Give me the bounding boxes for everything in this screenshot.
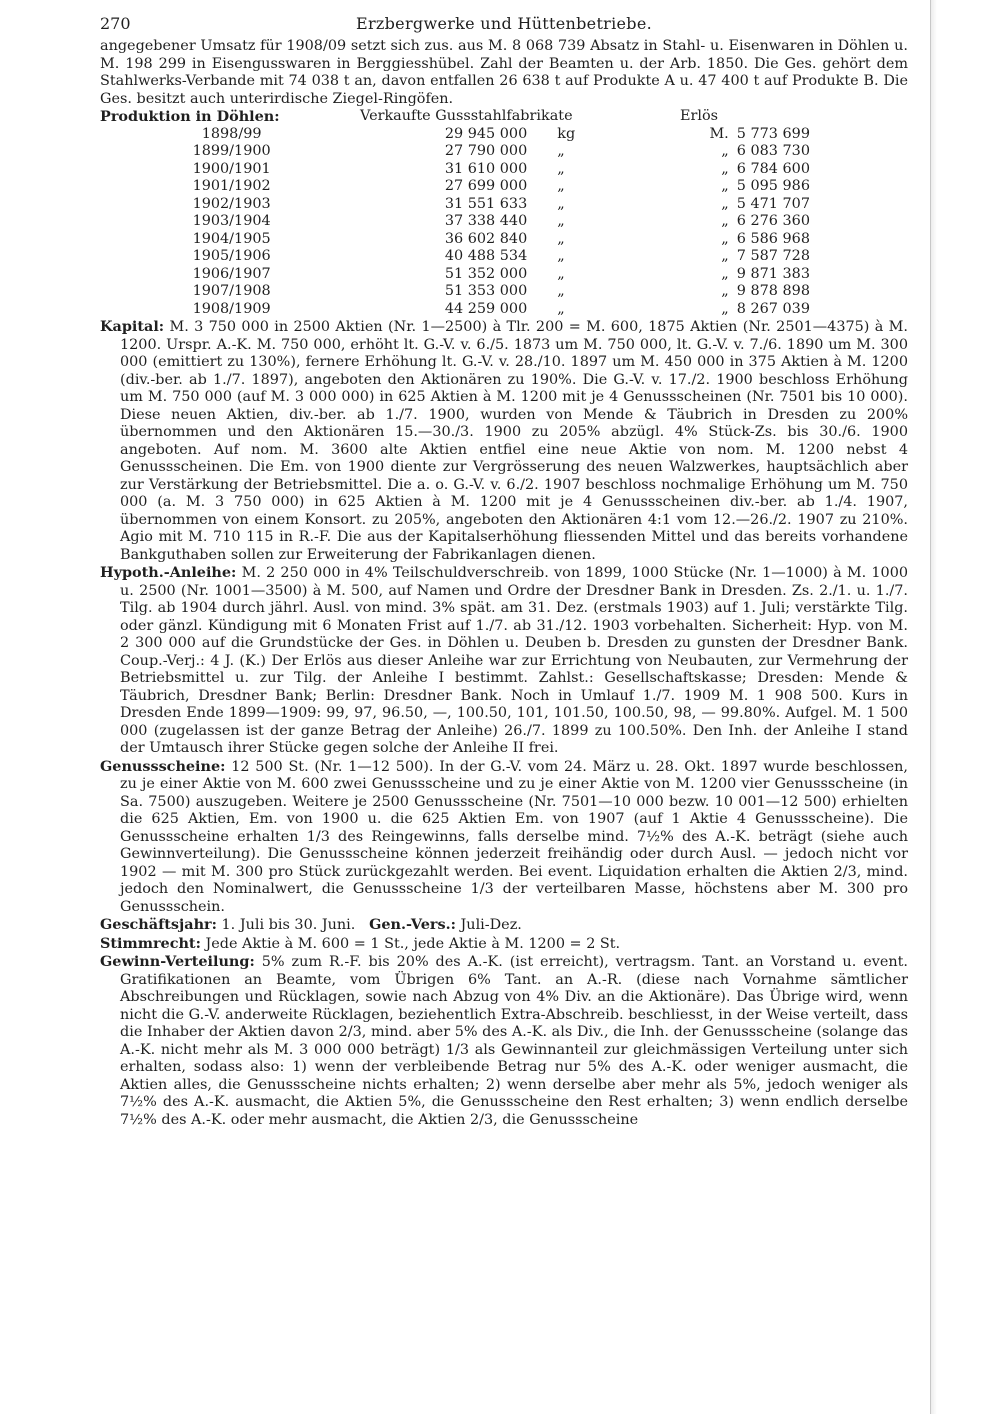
production-revenue-value: 9 878 898 — [736, 283, 810, 299]
production-revenue — [615, 231, 830, 249]
production-quantity: 44 259 000 — [444, 300, 528, 317]
intro-paragraph: angegebener Umsatz für 1908/09 setzt sich zus. aus M. 8 068 739 Absatz in Stahl- u. Eisenwaren in Döhlen u. M. 198 299 in Eisengusswaren in Berggiesshübel. Zahl der Beamten u. der Arb. 1850. Die Ges. gehört dem Stahlwerks-Verbande mit 74 038 t an, davon entfallen 26 638 t auf Produkte A u. 47 400 t auf Produkte B. Die Ges. besitzt auch unterirdische Ziegel-Ringöfen. — [100, 38, 908, 107]
gj-label: Geschäftsjahr: — [100, 916, 217, 933]
production-revenue — [615, 161, 830, 179]
page-number: 270 — [100, 14, 131, 33]
production-year: 1902/1903 — [192, 195, 271, 212]
gewinn-section — [100, 953, 908, 1129]
production-revenue — [615, 178, 830, 196]
gv-label: Gen.-Vers.: — [369, 916, 456, 933]
production-heading: Produktion in Döhlen: — [100, 108, 280, 125]
stimm-text: Jede Aktie à M. 600 = 1 St., jede Aktie à M. 1200 = 2 St. — [205, 935, 621, 952]
production-quantity: 29 945 000 — [444, 125, 528, 142]
document-page — [100, 10, 908, 1129]
production-row — [130, 196, 830, 214]
production-year: 1907/1908 — [192, 283, 271, 299]
production-unit: „ — [557, 213, 565, 229]
production-row — [130, 143, 830, 161]
production-revenue-value: 5 773 699 — [736, 125, 810, 142]
production-quantity: 31 610 000 — [444, 160, 528, 177]
production-unit: „ — [557, 230, 565, 247]
scan-edge — [930, 0, 1000, 1414]
production-unit: „ — [557, 160, 565, 177]
production-row — [130, 231, 830, 249]
page-header — [100, 10, 908, 38]
production-revenue-value: 6 083 730 — [736, 143, 810, 159]
gv-text: Juli-Dez. — [460, 917, 522, 933]
col-sold-heading: Verkaufte Gussstahlfabrikate — [360, 108, 573, 124]
genuss-text: 12 500 St. (Nr. 1—12 500). In der G.-V. vom 24. März u. 28. Okt. 1897 wurde beschlossen, zu je einer Aktie von M. 600 zwei Genussscheine und zu je einer Aktie von M. 1200 vier Genussscheine (in Sa. 7500) auszugeben. Weitere je 2500 Genussscheine (Nr. 7501—10 000 bezw. 10 001—12 500) erhielten die 625 Aktien, Em. von 1900 u. die 625 Aktien Em. von 1907 (auf 1 Aktie 4 Genussscheine). Die Genussscheine erhalten 1/3 des Reingewinns, falls derselbe mind. 7½% des A.-K. beträgt (siehe auch Gewinnverteilung). Die Genussscheine können jederzeit freihändig oder durch Ausl. — jedoch nicht vor 1902 — mit M. 300 pro Stück zurückgezahlt werden. Bei event. Liquidation erhalten die Aktien 2/3, mind. jedoch den Nominalwert, die Genussscheine 1/3 der verteilbaren Masse, höchstens aber M. 300 pro Genussschein. — [120, 758, 908, 915]
production-revenue — [615, 266, 830, 284]
production-revenue-value: 9 871 383 — [736, 265, 810, 282]
stimm-label: Stimmrecht: — [100, 934, 201, 952]
production-quantity: 27 699 000 — [444, 178, 528, 194]
production-currency: „ — [721, 283, 729, 299]
production-quantity: 37 338 440 — [444, 213, 528, 229]
production-year: 1900/1901 — [192, 160, 271, 177]
production-quantity: 36 602 840 — [444, 230, 528, 247]
production-revenue-value: 6 784 600 — [736, 160, 810, 177]
production-currency: „ — [721, 300, 729, 317]
production-year: 1903/1904 — [192, 213, 271, 229]
production-revenue — [615, 126, 830, 144]
running-head: Erzbergwerke und Hüttenbetriebe. — [355, 14, 653, 33]
production-unit: „ — [557, 300, 565, 317]
kapital-text: M. 3 750 000 in 2500 Aktien (Nr. 1—2500) à Tlr. 200 = M. 600, 1875 Aktien (Nr. 2501—4375) à M. 1200. Urspr. A.-K. M. 750 000, erhöht lt. G.-V. v. 6./5. 1873 um M. 750 000, lt. G.-V. v. 7./6. 1890 um M. 300 000 (emittiert zu 130%), fernere Erhöhung lt. G.-V. v. 28./10. 1897 um M. 450 000 in 375 Aktien à M. 1200 (div.-ber. ab 1./7. 1897), angeboten den Aktionären zu 190%. Die G.-V. v. 17./2. 1900 beschloss Erhöhung um M. 750 000 (auf M. 3 000 000) in 625 Aktien à M. 1200 mit je 4 Genussscheinen (Nr. 7501 bis 10 000). Diese neuen Aktien, div.-ber. ab 1./7. 1900, wurden von Mende & Täubrich in Dresden zu 200% übernommen und den Aktionären 15.—30./3. 1900 zu 205% abzügl. 4% Stück-Zs. bis 30./6. 1900 angeboten. Auf nom. M. 3600 alte Aktien entfiel eine neue Aktie von nom. M. 1200 nebst 4 Genussscheinen. Die Em. von 1900 diente zur Vergrösserung des neuen Walzwerkes, hauptsächlich aber zur Verstärkung der Betriebsmittel. Die a. o. G.-V. v. 6./2. 1907 beschloss nochmalige Erhöhung um M. 750 000 (a. M. 3 750 000) in 625 Aktien à M. 1200 mit je 4 Genussscheinen div.-ber. ab 1./4. 1907, übernommen von einem Konsort. zu 205%, angeboten den Aktionären 4:1 vom 12.—26./2. 1907 zu 210%. Agio mit M. 710 115 in R.-F. Die aus der Kapitalserhöhung fliessenden Mittel und das bereits vorhandene Bankguthaben sollen zur Erweiterung der Fabrikanlagen dienen. — [120, 319, 908, 563]
production-revenue — [615, 283, 830, 301]
production-header — [100, 108, 908, 126]
col-revenue-heading: Erlös — [680, 108, 719, 124]
hypoth-section — [100, 564, 908, 758]
production-currency: „ — [721, 213, 729, 229]
hypoth-label: Hypoth.-Anleihe: — [100, 564, 237, 581]
production-currency: „ — [721, 195, 729, 212]
production-revenue — [615, 301, 830, 319]
production-currency: „ — [721, 160, 729, 177]
genuss-section — [100, 758, 908, 917]
production-revenue — [615, 213, 830, 231]
production-unit: „ — [557, 195, 565, 212]
production-unit: „ — [557, 265, 565, 282]
production-row — [130, 126, 830, 144]
production-revenue — [615, 248, 830, 266]
production-quantity: 40 488 534 — [444, 248, 528, 264]
production-unit: „ — [557, 248, 565, 264]
production-currency: „ — [721, 178, 729, 194]
production-revenue-value: 5 095 986 — [736, 178, 810, 194]
production-year: 1898/99 — [201, 125, 262, 142]
kapital-section — [100, 318, 908, 564]
production-revenue-value: 7 587 728 — [736, 248, 810, 264]
production-row — [130, 283, 830, 301]
production-row — [130, 301, 830, 319]
gewinn-label: Gewinn-Verteilung: — [100, 953, 255, 970]
stimmrecht-line — [100, 935, 908, 954]
production-unit: kg — [557, 125, 576, 142]
production-currency: M. — [709, 125, 729, 142]
production-row — [130, 178, 830, 196]
production-quantity: 27 790 000 — [444, 143, 528, 159]
production-quantity: 31 551 633 — [444, 195, 528, 212]
production-revenue — [615, 196, 830, 214]
production-table — [130, 126, 830, 319]
gewinn-text: 5% zum R.-F. bis 20% des A.-K. (ist erreicht), vertragsm. Tant. an Vorstand u. event. Gratifikationen an Beamte, vom Übrigen 6% Tant. an A.-R. (diese nach Vornahme sämtlicher Abschreibungen und Rücklagen, sowie nach Abzug von 4% Div. an die Aktionäre). Das Übrige wird, wenn nicht die G.-V. anderweite Rücklagen, beziehentlich Extra-Abschreib. beschliesst, in der Weise verteilt, dass die Inhaber der Aktien davon 2/3, mind. aber 5% des A.-K. als Div., die Inh. der Genussscheine (solange das A.-K. nicht mehr als M. 3 000 000 beträgt) 1/3 als Gewinnanteil zur gleichmässigen Verteilung unter sich erhalten, sodass also: 1) wenn der verbleibende Betrag nur 5% des A.-K. oder weniger ausmacht, die Aktien alles, die Genussscheine nichts erhalten; 2) wenn derselbe aber mehr als 5%, jedoch weniger als 7½% des A.-K. ausmacht, die Aktien 5%, die Genussscheine den Rest erhalten; 3) wenn endlich derselbe 7½% des A.-K. oder mehr ausmacht, die Aktien 2/3, die Genussscheine — [120, 954, 909, 1128]
production-year: 1899/1900 — [192, 143, 271, 159]
production-currency: „ — [721, 230, 729, 247]
production-row — [130, 213, 830, 231]
production-year: 1905/1906 — [192, 248, 271, 264]
production-year: 1904/1905 — [192, 230, 271, 247]
genuss-label: Genussscheine: — [100, 757, 226, 775]
production-year: 1906/1907 — [192, 265, 271, 282]
production-unit: „ — [557, 283, 565, 299]
production-unit: „ — [557, 178, 565, 194]
production-revenue — [615, 143, 830, 161]
production-currency: „ — [721, 248, 729, 264]
production-quantity: 51 352 000 — [444, 265, 528, 282]
production-revenue-value: 6 586 968 — [736, 230, 810, 247]
geschaeftsjahr-line — [100, 916, 908, 935]
production-year: 1901/1902 — [192, 178, 271, 194]
production-quantity: 51 353 000 — [444, 283, 528, 299]
production-unit: „ — [557, 143, 565, 159]
production-currency: „ — [721, 143, 729, 159]
production-revenue-value: 5 471 707 — [736, 195, 810, 212]
hypoth-text: M. 2 250 000 in 4% Teilschuldverschreib. von 1899, 1000 Stücke (Nr. 1—1000) à M. 1000 u. 2500 (Nr. 1001—3500) à M. 500, auf Namen und Ordre der Dresdner Bank in Dresden. Zs. 2./1. u. 1./7. Tilg. ab 1904 durch jährl. Ausl. von mind. 3% spät. am 31. Dez. (erstmals 1903) auf 1. Juli; verstärkte Tilg. oder gänzl. Kündigung mit 6 Monaten Frist auf 1./7. ab 31./12. 1903 vorbehalten. Sicherheit: Hyp. von M. 2 300 000 auf die Grundstücke der Ges. in Döhlen u. Deuben b. Dresden zu gunsten der Dresdner Bank. Coup.-Verj.: 4 J. (K.) Der Erlös aus dieser Anleihe war zur Errichtung von Neubauten, zur Vermehrung der Betriebsmittel u. zur Tilg. der Anleihe I bestimmt. Zahlst.: Gesellschaftskasse; Dresden: Mende & Täubrich, Dresdner Bank; Berlin: Dresdner Bank. Noch in Umlauf 1./7. 1909 M. 1 908 500. Kurs in Dresden Ende 1899—1909: 99, 97, 96.50, —, 100.50, 101, 101.50, 100.50, 98, — 99.80%. Aufgel. M. 1 500 000 (zugelassen ist der ganze Betrag der Anleihe) 26./7. 1899 zu 100.50%. Den Inh. der Anleihe I stand der Umtausch ihrer Stücke gegen solche der Anleihe II frei. — [120, 565, 909, 756]
production-revenue-value: 8 267 039 — [736, 300, 810, 317]
production-row — [130, 248, 830, 266]
production-revenue-value: 6 276 360 — [736, 213, 810, 229]
gj-text: 1. Juli bis 30. Juni. — [221, 917, 356, 933]
production-row — [130, 266, 830, 284]
production-row — [130, 161, 830, 179]
production-currency: „ — [721, 265, 729, 282]
kapital-label: Kapital: — [100, 318, 165, 335]
production-year: 1908/1909 — [192, 300, 271, 317]
